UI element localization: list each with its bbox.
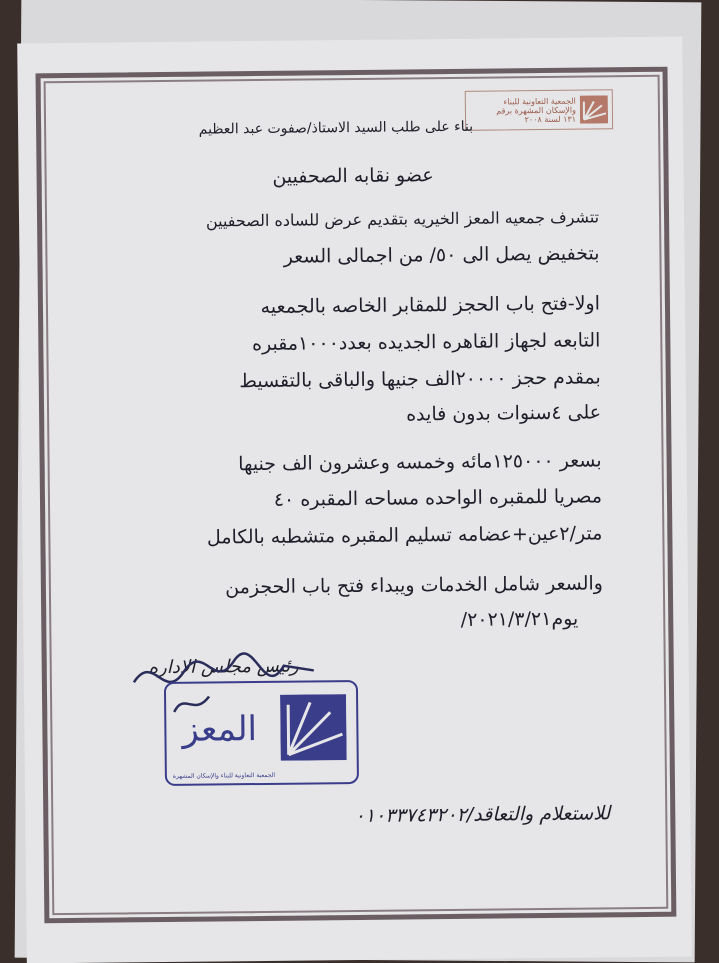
stamp-sun-icon: [280, 694, 347, 761]
discount-line: بتخفيض يصل الى ٥٠/ من اجمالى السعر: [284, 242, 600, 267]
date-line: يوم٢٠٢١/٣/٢١/: [461, 608, 579, 631]
request-line: بناء على طلب السيد الاستاذ/صفوت عبد العظيم: [199, 119, 474, 138]
offer-line: تتشرف جمعيه المعز الخيريه بتقديم عرض للساده الصحفيين: [206, 207, 599, 230]
body-line-8: والسعر شامل الخدمات ويبداء فتح باب الحجزمن: [225, 572, 603, 598]
body-line-2: التابعه لجهاز القاهره الجديده بعدد١٠٠٠مقبره: [252, 329, 601, 355]
header-logo: [465, 89, 613, 131]
logo-line-3: ١٣١ لسنة ٢٠٠٨: [496, 114, 576, 124]
body-line-5: بسعر ١٢٥٠٠٠مائه وخمسه وعشرون الف جنيها: [238, 449, 602, 475]
stamp-name: المعز: [182, 709, 257, 750]
official-stamp: [164, 680, 359, 786]
body-line-6: مصريا للمقبره الواحده مساحه المقبره ٤٠: [274, 485, 602, 510]
contact-line: للاستعلام والتعاقد/٠١٠٣٣٧٤٣٢٠٢: [354, 802, 610, 827]
signature-title: رئيس مجلس الاداره: [149, 656, 299, 679]
membership-line: عضو نقابه الصحفيين: [272, 164, 433, 188]
logo-line-2: والإسكان المشهرة برقم: [496, 105, 576, 115]
body-line-1: اولا-فتح باب الحجز للمقابر الخاصه بالجمعيه: [260, 292, 600, 318]
body-line-4: على ٤سنوات بدون فايده: [406, 401, 601, 425]
body-line-7: متر/٢عين+عضامه تسليم المقبره متشطبه بالكامل: [207, 522, 603, 548]
letter-paper: [17, 37, 692, 963]
sun-logo-icon: [580, 95, 608, 123]
stamp-subtitle: الجمعية التعاونية للبناء والإسكان المشهرة: [173, 772, 275, 780]
logo-line-1: الجمعية التعاونية للبناء: [496, 96, 576, 106]
body-line-3: بمقدم حجز ٢٠٠٠٠الف جنيها والباقى بالتقسيط: [239, 366, 601, 392]
